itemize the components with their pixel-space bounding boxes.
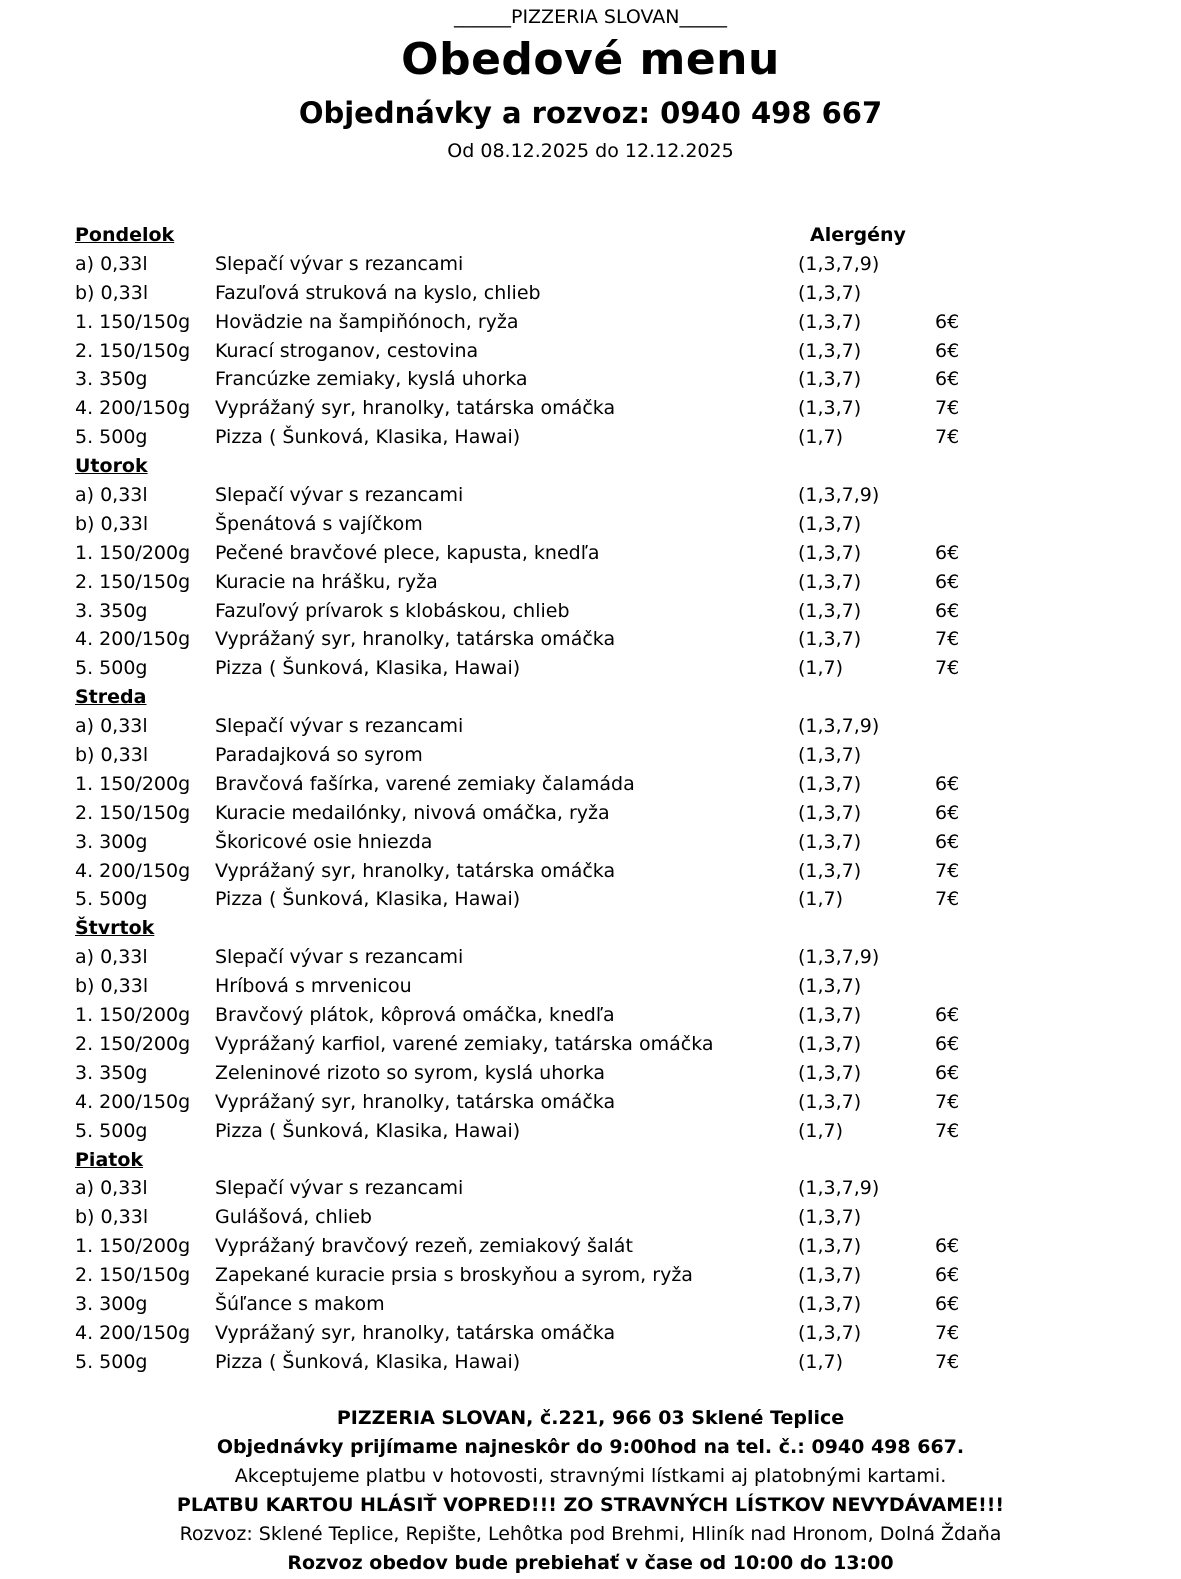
page-title: Obedové menu	[401, 34, 780, 85]
item-allergens: (1,3,7)	[798, 1321, 862, 1344]
day-heading-row	[75, 683, 1115, 712]
item-price: 6€	[935, 1292, 960, 1315]
menu-item-row	[75, 1030, 1115, 1059]
menu-item-row	[75, 365, 1115, 394]
item-allergens: (1,3,7,9)	[798, 946, 880, 969]
item-price: 6€	[935, 339, 960, 362]
item-name: Slepačí vývar s rezancami	[215, 715, 464, 738]
item-allergens: (1,3,7)	[798, 512, 862, 535]
item-allergens: (1,3,7)	[798, 1090, 862, 1113]
item-price: 6€	[935, 801, 960, 824]
item-price: 7€	[935, 1090, 960, 1113]
item-price: 6€	[935, 1235, 960, 1258]
item-price: 7€	[935, 1321, 960, 1344]
item-price: 7€	[935, 426, 960, 449]
item-name: Vyprážaný syr, hranolky, tatárska omáčka	[215, 1090, 616, 1113]
item-portion: b) 0,33l	[75, 1206, 149, 1229]
item-allergens: (1,7)	[798, 888, 844, 911]
item-name: Pizza ( Šunková, Klasika, Hawai)	[215, 888, 521, 911]
item-price: 6€	[935, 368, 960, 391]
order-phone: Objednávky a rozvoz: 0940 498 667	[298, 96, 883, 130]
item-allergens: (1,3,7)	[798, 801, 862, 824]
item-portion: 5. 500g	[75, 888, 148, 911]
item-name: Slepačí vývar s rezancami	[215, 252, 464, 275]
menu-item-row	[75, 741, 1115, 770]
item-price: 7€	[935, 1350, 960, 1373]
day-name: Streda	[75, 686, 147, 709]
footer-line: PLATBU KARTOU HLÁSIŤ VOPRED!!! ZO STRAVNÝCH LÍSTKOV NEVYDÁVAME!!!	[176, 1494, 1005, 1516]
footer-line: Rozvoz: Sklené Teplice, Repište, Lehôtka pod Brehmi, Hliník nad Hronom, Dolná Ždaňa	[179, 1523, 1002, 1545]
item-allergens: (1,3,7)	[798, 368, 862, 391]
menu-item-row	[75, 1203, 1115, 1232]
item-allergens: (1,3,7,9)	[798, 252, 880, 275]
item-portion: 3. 350g	[75, 368, 148, 391]
menu-item-row	[75, 1319, 1115, 1348]
menu-item-row	[75, 568, 1115, 597]
item-name: Slepačí vývar s rezancami	[215, 1177, 464, 1200]
item-allergens: (1,3,7)	[798, 772, 862, 795]
menu-item-row	[75, 1261, 1115, 1290]
item-name: Pizza ( Šunková, Klasika, Hawai)	[215, 1350, 521, 1373]
item-allergens: (1,3,7)	[798, 859, 862, 882]
item-portion: 2. 150/150g	[75, 801, 191, 824]
item-allergens: (1,3,7)	[798, 628, 862, 651]
item-portion: 2. 150/200g	[75, 1032, 191, 1055]
item-portion: 1. 150/200g	[75, 1004, 191, 1027]
item-portion: 3. 300g	[75, 830, 148, 853]
item-name: Hovädzie na šampiňónoch, ryža	[215, 310, 519, 333]
day-name: Utorok	[75, 455, 148, 478]
item-name: Zeleninové rizoto so syrom, kyslá uhorka	[215, 1061, 606, 1084]
item-name: Fazuľová struková na kyslo, chlieb	[215, 281, 541, 304]
item-portion: 5. 500g	[75, 657, 148, 680]
item-allergens: (1,3,7)	[798, 1235, 862, 1258]
item-portion: a) 0,33l	[75, 252, 148, 275]
item-portion: 4. 200/150g	[75, 1090, 191, 1113]
menu-item-row	[75, 885, 1115, 914]
item-allergens: (1,3,7,9)	[798, 1177, 880, 1200]
item-portion: 2. 150/150g	[75, 339, 191, 362]
item-name: Kurací stroganov, cestovina	[215, 339, 479, 362]
item-price: 6€	[935, 310, 960, 333]
item-price: 7€	[935, 397, 960, 420]
item-name: Slepačí vývar s rezancami	[215, 946, 464, 969]
item-allergens: (1,3,7)	[798, 1061, 862, 1084]
item-portion: b) 0,33l	[75, 744, 149, 767]
menu-item-row	[75, 1232, 1115, 1261]
item-price: 6€	[935, 830, 960, 853]
item-name: Bravčový plátok, kôprová omáčka, knedľa	[215, 1004, 615, 1027]
item-portion: 1. 150/200g	[75, 1235, 191, 1258]
footer-line: Akceptujeme platbu v hotovosti, stravnými lístkami aj platobnými kartami.	[234, 1465, 947, 1487]
allergens-heading: Alergény	[810, 224, 906, 246]
item-portion: 4. 200/150g	[75, 628, 191, 651]
item-name: Pečené bravčové plece, kapusta, knedľa	[215, 541, 600, 564]
item-allergens: (1,3,7)	[798, 570, 862, 593]
menu-item-row	[75, 1001, 1115, 1030]
menu-item-row	[75, 1117, 1115, 1146]
footer-line: PIZZERIA SLOVAN, č.221, 966 03 Sklené Teplice	[336, 1407, 845, 1429]
item-allergens: (1,7)	[798, 657, 844, 680]
menu-item-row	[75, 423, 1115, 452]
footer-line: Objednávky prijímame najneskôr do 9:00hod na tel. č.: 0940 498 667.	[216, 1436, 965, 1458]
day-heading-row	[75, 221, 1115, 250]
menu-item-row	[75, 394, 1115, 423]
item-name: Fazuľový prívarok s klobáskou, chlieb	[215, 599, 570, 622]
item-name: Vyprážaný syr, hranolky, tatárska omáčka	[215, 628, 616, 651]
menu-item-row	[75, 510, 1115, 539]
item-price: 6€	[935, 1004, 960, 1027]
item-allergens: (1,3,7)	[798, 1032, 862, 1055]
restaurant-name: ______PIZZERIA SLOVAN_____	[453, 6, 728, 28]
item-name: Bravčová fašírka, varené zemiaky čalamáda	[215, 772, 635, 795]
footer-info	[0, 1404, 1181, 1578]
item-portion: 3. 350g	[75, 1061, 148, 1084]
item-portion: a) 0,33l	[75, 946, 148, 969]
menu-item-row	[75, 539, 1115, 568]
item-allergens: (1,7)	[798, 426, 844, 449]
item-name: Škoricové osie hniezda	[215, 830, 433, 853]
item-allergens: (1,3,7)	[798, 1206, 862, 1229]
item-portion: 3. 350g	[75, 599, 148, 622]
menu-item-row	[75, 1059, 1115, 1088]
item-name: Paradajková so syrom	[215, 744, 423, 767]
menu-item-row	[75, 1290, 1115, 1319]
item-name: Vyprážaný syr, hranolky, tatárska omáčka	[215, 397, 616, 420]
item-allergens: (1,3,7)	[798, 975, 862, 998]
day-heading-row	[75, 1146, 1115, 1175]
item-portion: 2. 150/150g	[75, 1264, 191, 1287]
item-allergens: (1,3,7,9)	[798, 715, 880, 738]
item-portion: 1. 150/200g	[75, 541, 191, 564]
menu-item-row	[75, 481, 1115, 510]
item-name: Pizza ( Šunková, Klasika, Hawai)	[215, 426, 521, 449]
menu-item-row	[75, 770, 1115, 799]
item-name: Pizza ( Šunková, Klasika, Hawai)	[215, 657, 521, 680]
item-allergens: (1,3,7)	[798, 1004, 862, 1027]
item-portion: 5. 500g	[75, 1350, 148, 1373]
item-allergens: (1,3,7)	[798, 1264, 862, 1287]
item-portion: b) 0,33l	[75, 281, 149, 304]
item-allergens: (1,7)	[798, 1119, 844, 1142]
item-name: Francúzke zemiaky, kyslá uhorka	[215, 368, 528, 391]
menu-item-row	[75, 1174, 1115, 1203]
item-portion: 2. 150/150g	[75, 570, 191, 593]
item-price: 7€	[935, 657, 960, 680]
item-price: 7€	[935, 1119, 960, 1142]
item-portion: 1. 150/200g	[75, 772, 191, 795]
menu-item-row	[75, 1348, 1115, 1377]
menu-item-row	[75, 308, 1115, 337]
day-heading-row	[75, 914, 1115, 943]
item-price: 7€	[935, 859, 960, 882]
item-portion: a) 0,33l	[75, 484, 148, 507]
menu-item-row	[75, 279, 1115, 308]
day-name: Pondelok	[75, 224, 175, 246]
item-name: Hríbová s mrvenicou	[215, 975, 412, 998]
item-price: 6€	[935, 570, 960, 593]
day-name: Štvrtok	[75, 917, 155, 940]
item-name: Vyprážaný bravčový rezeň, zemiakový šalát	[215, 1235, 633, 1258]
weekly-menu	[75, 221, 1115, 1377]
item-name: Šúľance s makom	[215, 1292, 385, 1315]
menu-item-row	[75, 597, 1115, 626]
menu-item-row	[75, 857, 1115, 886]
item-portion: b) 0,33l	[75, 512, 149, 535]
item-price: 6€	[935, 1032, 960, 1055]
item-portion: 4. 200/150g	[75, 1321, 191, 1344]
item-allergens: (1,3,7)	[798, 339, 862, 362]
item-allergens: (1,3,7)	[798, 599, 862, 622]
item-allergens: (1,3,7)	[798, 310, 862, 333]
item-price: 6€	[935, 541, 960, 564]
item-name: Gulášová, chlieb	[215, 1206, 372, 1229]
menu-item-row	[75, 799, 1115, 828]
item-portion: 3. 300g	[75, 1292, 148, 1315]
item-portion: 4. 200/150g	[75, 859, 191, 882]
item-allergens: (1,7)	[798, 1350, 844, 1373]
item-name: Slepačí vývar s rezancami	[215, 484, 464, 507]
menu-item-row	[75, 654, 1115, 683]
item-portion: 4. 200/150g	[75, 397, 191, 420]
item-portion: 5. 500g	[75, 1119, 148, 1142]
menu-item-row	[75, 337, 1115, 366]
menu-item-row	[75, 1088, 1115, 1117]
menu-item-row	[75, 828, 1115, 857]
item-portion: a) 0,33l	[75, 1177, 148, 1200]
menu-item-row	[75, 625, 1115, 654]
item-allergens: (1,3,7)	[798, 397, 862, 420]
item-allergens: (1,3,7)	[798, 541, 862, 564]
item-portion: 1. 150/150g	[75, 310, 191, 333]
item-allergens: (1,3,7)	[798, 744, 862, 767]
item-name: Vyprážaný syr, hranolky, tatárska omáčka	[215, 1321, 616, 1344]
item-name: Špenátová s vajíčkom	[215, 512, 423, 535]
menu-item-row	[75, 712, 1115, 741]
date-range: Od 08.12.2025 do 12.12.2025	[447, 140, 734, 162]
item-portion: a) 0,33l	[75, 715, 148, 738]
item-name: Zapekané kuracie prsia s broskyňou a syrom, ryža	[215, 1264, 693, 1287]
day-name: Piatok	[75, 1148, 144, 1171]
item-name: Kuracie na hrášku, ryža	[215, 570, 438, 593]
item-allergens: (1,3,7)	[798, 281, 862, 304]
item-price: 6€	[935, 1061, 960, 1084]
item-allergens: (1,3,7)	[798, 830, 862, 853]
item-price: 7€	[935, 888, 960, 911]
menu-item-row	[75, 972, 1115, 1001]
item-name: Vyprážaný karfiol, varené zemiaky, tatárska omáčka	[215, 1032, 714, 1055]
item-name: Pizza ( Šunková, Klasika, Hawai)	[215, 1119, 521, 1142]
day-heading-row	[75, 452, 1115, 481]
menu-item-row	[75, 943, 1115, 972]
item-price: 6€	[935, 599, 960, 622]
item-allergens: (1,3,7)	[798, 1292, 862, 1315]
footer-line: Rozvoz obedov bude prebiehať v čase od 10:00 do 13:00	[287, 1552, 894, 1574]
item-name: Kuracie medailónky, nivová omáčka, ryža	[215, 801, 610, 824]
item-portion: b) 0,33l	[75, 975, 149, 998]
item-name: Vyprážaný syr, hranolky, tatárska omáčka	[215, 859, 616, 882]
item-price: 6€	[935, 1264, 960, 1287]
menu-item-row	[75, 250, 1115, 279]
item-portion: 5. 500g	[75, 426, 148, 449]
item-price: 6€	[935, 772, 960, 795]
item-price: 7€	[935, 628, 960, 651]
item-allergens: (1,3,7,9)	[798, 484, 880, 507]
